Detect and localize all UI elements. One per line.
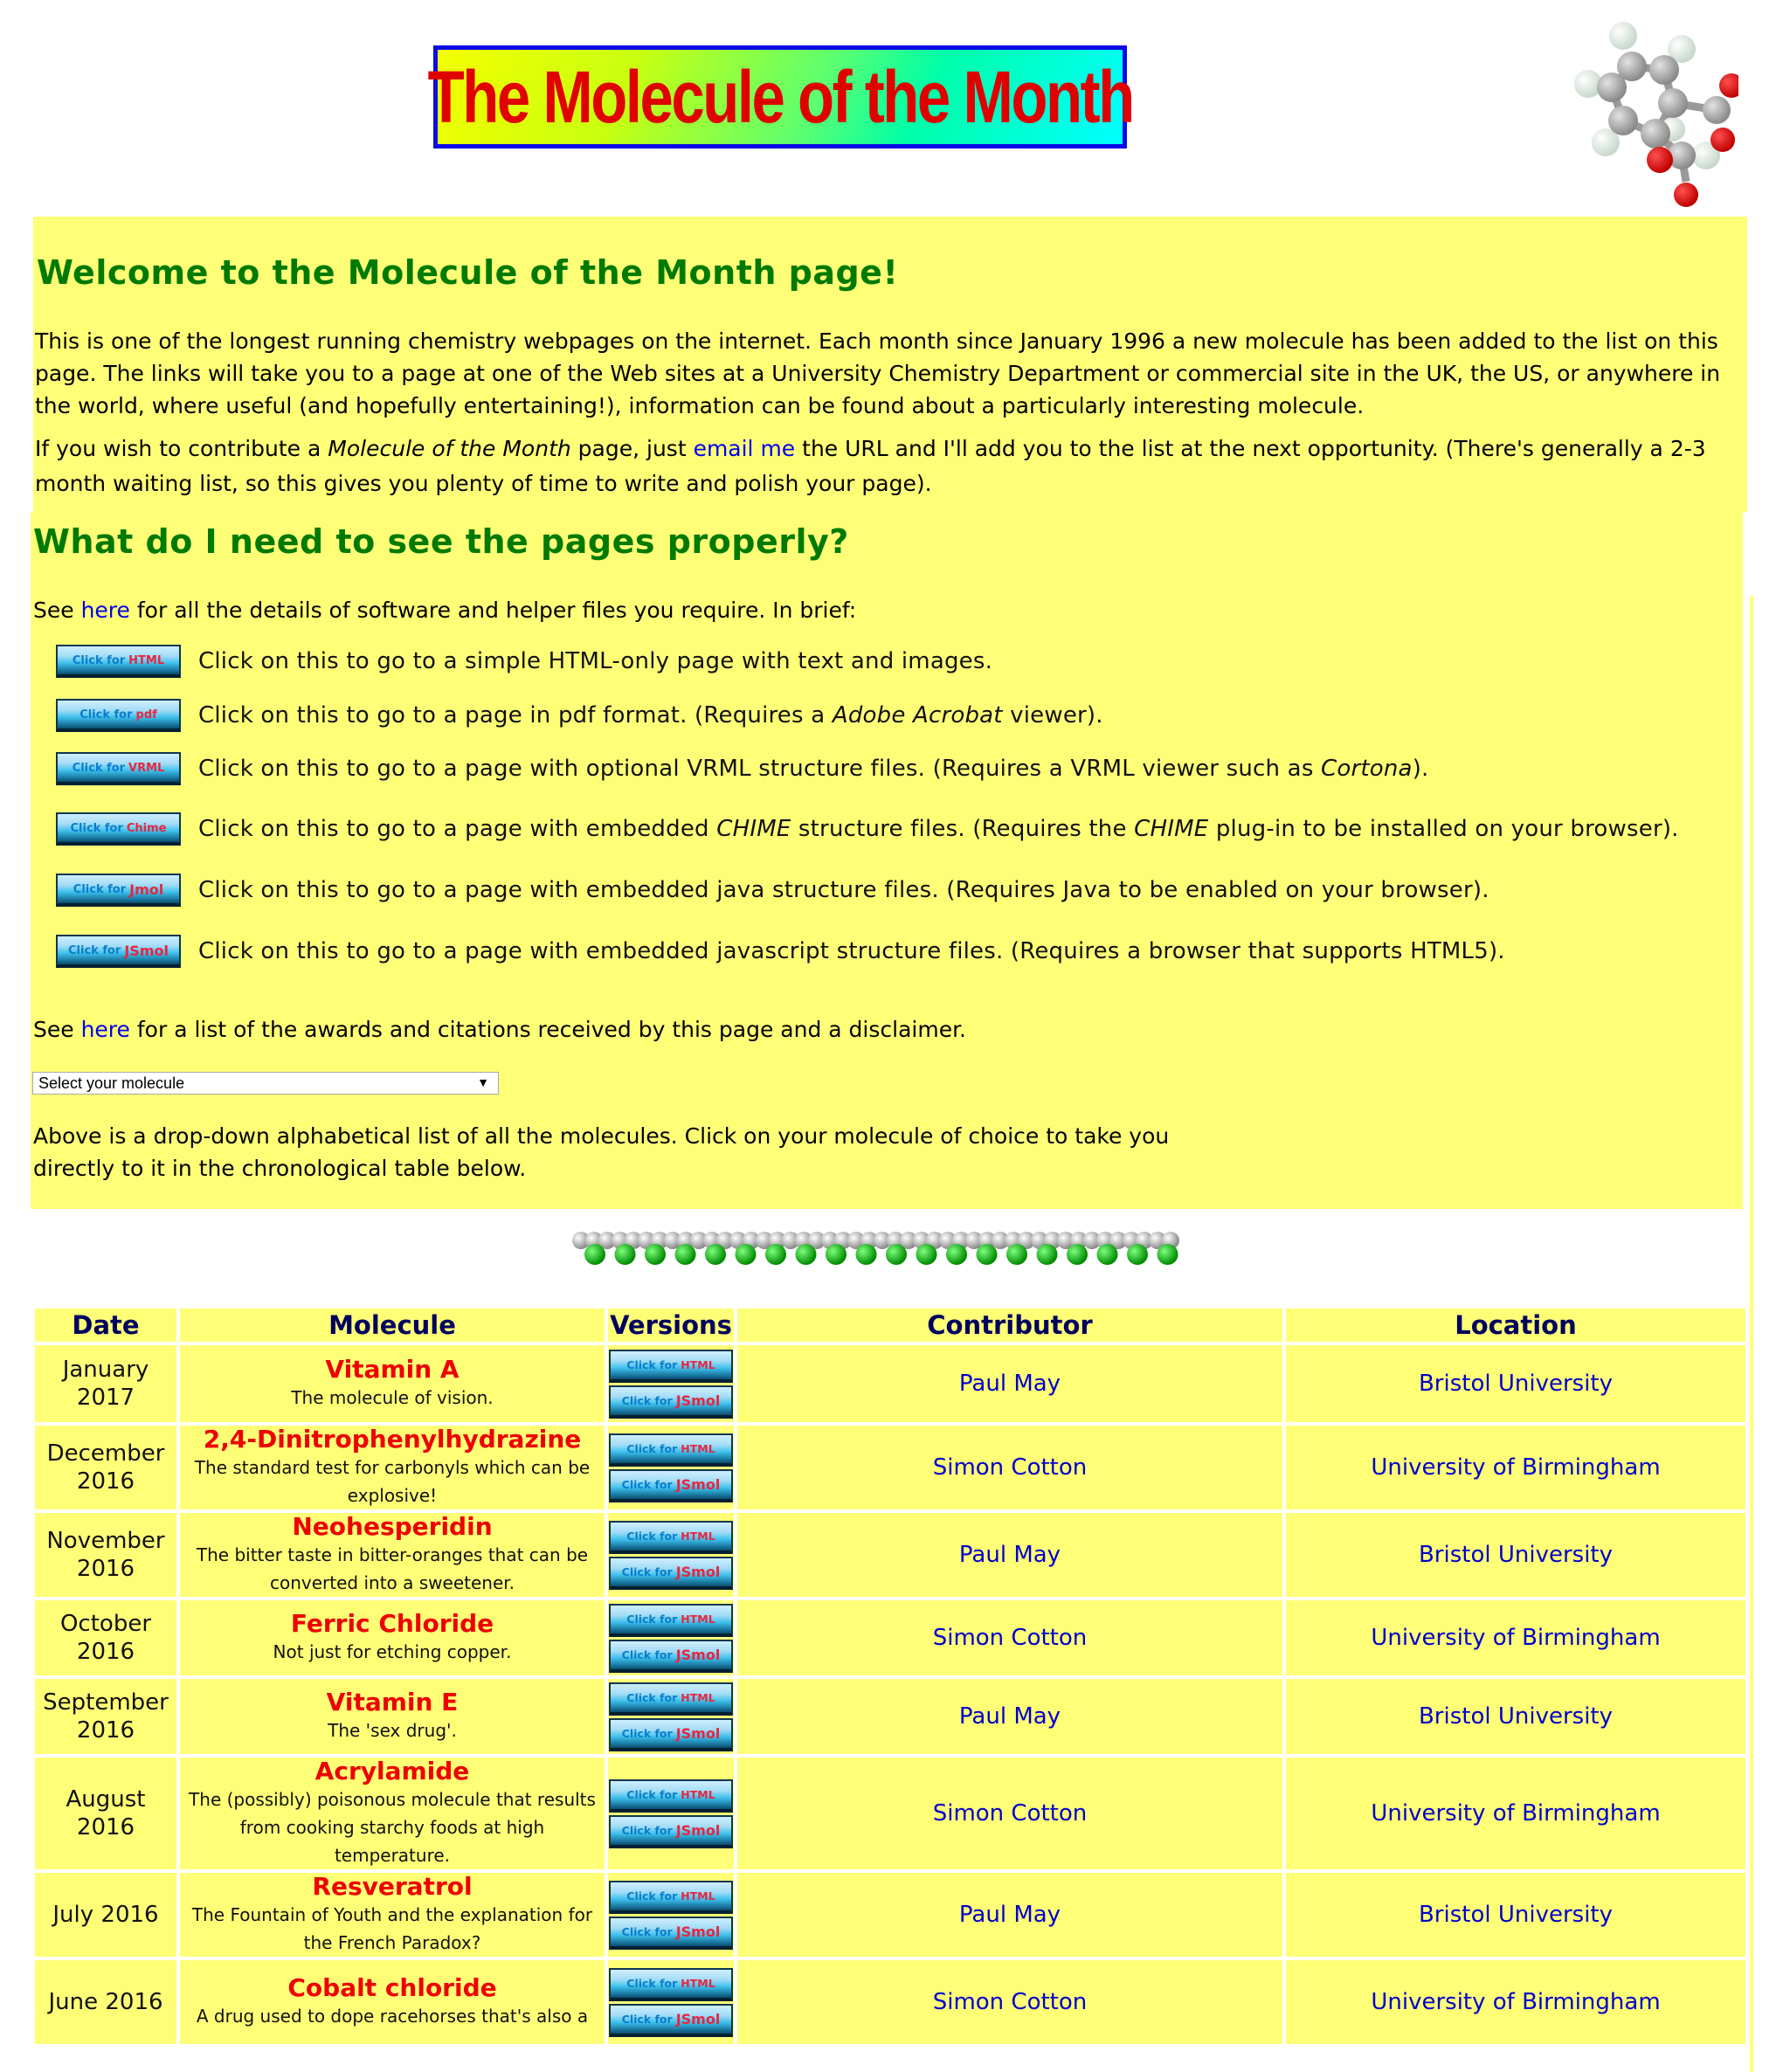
row-versions <box>608 1960 734 2044</box>
molecule-description: The molecule of vision. <box>291 1387 494 1408</box>
click-for-jsmol-button[interactable]: Click for JSmol <box>609 1385 733 1419</box>
location-link[interactable]: University of Birmingham <box>1286 1426 1745 1509</box>
select-value: Select your molecule <box>38 1074 185 1092</box>
table-header-row <box>35 1309 1745 1342</box>
contributor-link[interactable]: Paul May <box>737 1679 1282 1754</box>
row-versions <box>608 1513 734 1597</box>
click-for-html-button[interactable]: Click for HTML <box>609 1779 733 1813</box>
row-versions <box>608 1426 734 1509</box>
location-link[interactable]: Bristol University <box>1286 1345 1745 1422</box>
location-link[interactable]: University of Birmingham <box>1286 1960 1745 2044</box>
molecule-name: Neohesperidin <box>292 1512 493 1541</box>
row-molecule-cell <box>180 1960 605 2044</box>
awards-text: See <box>33 1017 81 1042</box>
contribute-paragraph <box>35 432 1721 501</box>
molecule-description: The bitter taste in bitter-oranges that can be converted into a sweetener. <box>196 1544 589 1593</box>
click-for-pdf-button[interactable]: Click for pdf <box>56 699 181 732</box>
legend-description: Click on this to go to a page with embedded CHIME structure files. (Requires the CHIME plug-in to be installed on your browser). <box>198 816 1679 842</box>
table-row <box>35 1513 1745 1597</box>
table-row <box>35 1345 1745 1422</box>
location-link[interactable]: University of Birmingham <box>1286 1758 1745 1869</box>
click-for-html-button[interactable]: Click for HTML <box>609 1350 733 1383</box>
contribute-text: page, just <box>570 436 694 461</box>
contributor-link[interactable]: Simon Cotton <box>737 1426 1282 1509</box>
row-molecule-cell <box>180 1426 605 1509</box>
software-details-line <box>33 594 1606 626</box>
row-versions <box>608 1345 734 1422</box>
row-versions <box>608 1600 734 1675</box>
row-date: July 2016 <box>35 1873 176 1957</box>
contributor-link[interactable]: Simon Cotton <box>737 1758 1282 1869</box>
click-for-html-button[interactable]: Click for HTML <box>609 1521 733 1554</box>
table-row <box>35 1960 1745 2044</box>
legend-jmol <box>56 874 1489 907</box>
row-date: January 2017 <box>35 1345 176 1422</box>
awards-here-link[interactable]: here <box>80 1017 130 1042</box>
click-for-html-button[interactable]: Click for HTML <box>609 1682 733 1716</box>
contributor-link[interactable]: Simon Cotton <box>737 1960 1282 2044</box>
awards-text: for a list of the awards and citations received by this page and a disclaimer. <box>129 1017 967 1042</box>
welcome-heading: Welcome to the Molecule of the Month page! <box>37 253 899 292</box>
click-for-jsmol-button[interactable]: Click for JSmol <box>609 1815 733 1848</box>
legend-jsmol <box>56 935 1505 968</box>
molecule-name: Acrylamide <box>314 1757 470 1785</box>
table-row <box>35 1600 1745 1675</box>
molecule-name: 2,4-Dinitrophenylhydrazine <box>203 1425 582 1454</box>
select-note: Above is a drop-down alphabetical list of all the molecules. Click on your molecule of choice to take you directly to it in the chronological table below. <box>33 1123 1170 1181</box>
molecule-name: Ferric Chloride <box>290 1609 494 1638</box>
table-row <box>35 1758 1745 1869</box>
row-molecule-cell <box>180 1600 605 1675</box>
software-here-link[interactable]: here <box>80 597 130 623</box>
row-versions <box>608 1758 734 1869</box>
header-contributor: Contributor <box>737 1309 1282 1342</box>
molecule-chain-divider-icon <box>572 1225 1194 1270</box>
row-date: November 2016 <box>35 1513 176 1597</box>
legend-pdf <box>56 699 1103 732</box>
row-date: December 2016 <box>35 1426 176 1509</box>
click-for-html-button[interactable]: Click for HTML <box>609 1968 733 2001</box>
header-versions: Versions <box>608 1309 734 1342</box>
email-me-link[interactable]: email me <box>693 436 796 461</box>
contributor-link[interactable]: Paul May <box>737 1873 1282 1957</box>
intro-paragraph: This is one of the longest running chemistry webpages on the internet. Each month since January 1996 a new molecule has been added to the list on this page. The links will take you to a page at one of the Web sites at a University Chemistry Department or commercial site in the UK, the US, or anywhere in the world, where useful (and hopefully entertaining!), information can be found about a particularly interesting molecule. <box>35 328 1721 418</box>
molecule-name: Vitamin E <box>326 1688 459 1716</box>
awards-line <box>33 1013 1606 1046</box>
legend-description: Click on this to go to a page with embedded java structure files. (Requires Java to be enabled on your browser). <box>198 877 1489 903</box>
contribute-text: If you wish to contribute a <box>35 436 328 461</box>
legend-description: Click on this to go to a simple HTML-only page with text and images. <box>198 648 993 674</box>
header-location: Location <box>1286 1309 1745 1342</box>
legend-description: Click on this to go to a page with embedded javascript structure files. (Requires a browser that supports HTML5). <box>198 938 1505 964</box>
click-for-chime-button[interactable]: Click for Chime <box>56 812 181 846</box>
table-row <box>35 1873 1745 1957</box>
row-molecule-cell <box>180 1345 605 1422</box>
click-for-jsmol-button[interactable]: Click for JSmol <box>609 1718 733 1751</box>
click-for-html-button[interactable]: Click for HTML <box>609 1433 733 1467</box>
molecule-description: The 'sex drug'. <box>328 1720 457 1741</box>
row-molecule-cell <box>180 1758 605 1869</box>
molecule-name: Cobalt chloride <box>287 1973 497 2002</box>
legend-vrml <box>56 752 1429 785</box>
molecule-name: Resveratrol <box>312 1872 473 1901</box>
molecule-logo-icon <box>1538 16 1738 212</box>
click-for-jsmol-button[interactable]: Click for JSmol <box>609 1557 733 1590</box>
location-link[interactable]: Bristol University <box>1286 1679 1745 1754</box>
click-for-jsmol-button[interactable]: Click for JSmol <box>609 1469 733 1502</box>
row-molecule-cell <box>180 1513 605 1597</box>
header-date: Date <box>35 1309 176 1342</box>
see-text: for all the details of software and helper files you require. In brief: <box>129 597 857 623</box>
table-row <box>35 1426 1745 1509</box>
row-date: August 2016 <box>35 1758 176 1869</box>
see-text: See <box>33 597 81 623</box>
molecule-table <box>31 1305 1749 2048</box>
legend-chime <box>56 812 1679 846</box>
click-for-vrml-button[interactable]: Click for VRML <box>56 752 181 785</box>
row-molecule-cell <box>180 1679 605 1754</box>
molecule-description: The (possibly) poisonous molecule that results from cooking starchy foods at high temperature. <box>189 1789 596 1866</box>
click-for-jmol-button[interactable]: Click for Jmol <box>56 874 181 907</box>
location-link[interactable]: Bristol University <box>1286 1873 1745 1957</box>
contributor-link[interactable]: Paul May <box>737 1513 1282 1597</box>
location-link[interactable]: University of Birmingham <box>1286 1600 1745 1675</box>
row-date: September 2016 <box>35 1679 176 1754</box>
row-versions <box>608 1679 734 1754</box>
click-for-html-button[interactable]: Click for HTML <box>609 1881 733 1914</box>
banner-title: The Molecule of the Month <box>427 56 1133 138</box>
row-versions <box>608 1873 734 1957</box>
contribute-text: the URL and I'll add you to the list at the next opportunity. (There's generally a 2-3 month waiting list, so this gives you plenty of time to write and polish your page). <box>35 436 1706 496</box>
click-for-jsmol-button[interactable]: Click for JSmol <box>609 2004 733 2037</box>
header-molecule: Molecule <box>180 1309 605 1342</box>
contribute-italic: Molecule of the Month <box>328 436 571 461</box>
row-date: October 2016 <box>35 1600 176 1675</box>
click-for-html-button[interactable]: Click for HTML <box>56 645 181 678</box>
molecule-description: A drug used to dope racehorses that's also a <box>196 2006 589 2027</box>
row-date: June 2016 <box>35 1960 176 2044</box>
molecule-description: Not just for etching copper. <box>273 1641 512 1662</box>
legend-html <box>56 645 992 678</box>
click-for-html-button[interactable]: Click for HTML <box>609 1604 733 1637</box>
molecule-description: The Fountain of Youth and the explanation for the French Paradox? <box>191 1904 593 1953</box>
click-for-jsmol-button[interactable]: Click for JSmol <box>609 1917 733 1950</box>
dropdown-arrow-icon: ▼ <box>477 1075 489 1089</box>
side-stripe <box>1750 596 1753 2072</box>
contributor-link[interactable]: Paul May <box>737 1345 1282 1422</box>
legend-description: Click on this to go to a page with optional VRML structure files. (Requires a VRML viewer such as Cortona). <box>198 756 1429 782</box>
molecule-name: Vitamin A <box>325 1355 460 1384</box>
molecule-description: The standard test for carbonyls which can be explosive! <box>194 1457 591 1506</box>
click-for-jsmol-button[interactable]: Click for JSmol <box>609 1640 733 1673</box>
site-banner <box>427 45 1133 148</box>
legend-description: Click on this to go to a page in pdf format. (Requires a Adobe Acrobat viewer). <box>198 702 1103 729</box>
molecule-select-dropdown[interactable] <box>32 1072 499 1095</box>
click-for-jsmol-button[interactable]: Click for JSmol <box>56 935 181 968</box>
table-row <box>35 1679 1745 1754</box>
requirements-heading: What do I need to see the pages properly? <box>33 522 849 561</box>
contributor-link[interactable]: Simon Cotton <box>737 1600 1282 1675</box>
location-link[interactable]: Bristol University <box>1286 1513 1745 1597</box>
row-molecule-cell <box>180 1873 605 1957</box>
